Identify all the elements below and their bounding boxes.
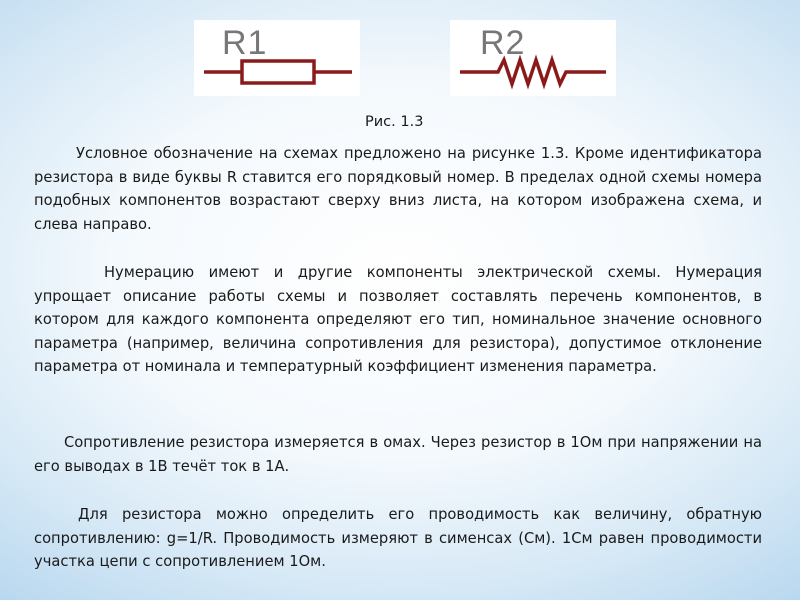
resistor-symbol-rect-figure [194,20,360,96]
paragraph-resistance: Сопротивление резистора измеряется в омах. Через резистор в 1Ом при напряжении на его выводах в 1В течёт ток в 1А. [34,434,762,475]
figure-caption: Рис. 1.3 [365,114,424,130]
resistor-symbol-zigzag-figure [450,20,616,96]
paragraph-numbering: Нумерацию имеют и другие компоненты электрической схемы. Нумерация упрощает описание работы схемы и позволяет составлять перечень компонентов, в котором для каждого компонента определяют его тип, номинальное значение основного параметра (например, величина сопротивления для резистора), допустимое отклонение параметра от номинала и температурный коэффициент изменения параметра. [34,264,762,376]
resistor-rect-icon [194,20,360,96]
resistor-zigzag-icon [450,20,616,96]
resistor-label-r2: R2 [480,24,526,62]
paragraph-designation: Условное обозначение на схемах предложено на рисунке 1.3. Кроме идентификатора резистора в виде буквы R ставится его порядковый номер. В пределах одной схемы номера подобных компонентов возрастают сверху вниз листа, на котором изображена схема, и слева направо. [34,145,762,233]
resistor-label-r1: R1 [222,24,268,62]
paragraph-conductance: Для резистора можно определить его проводимость как величину, обратную сопротивлению: g=1/R. Проводимость измеряют в сименсах (См). 1См равен проводимости участка цепи с сопротивлением 1Ом. [34,506,762,571]
